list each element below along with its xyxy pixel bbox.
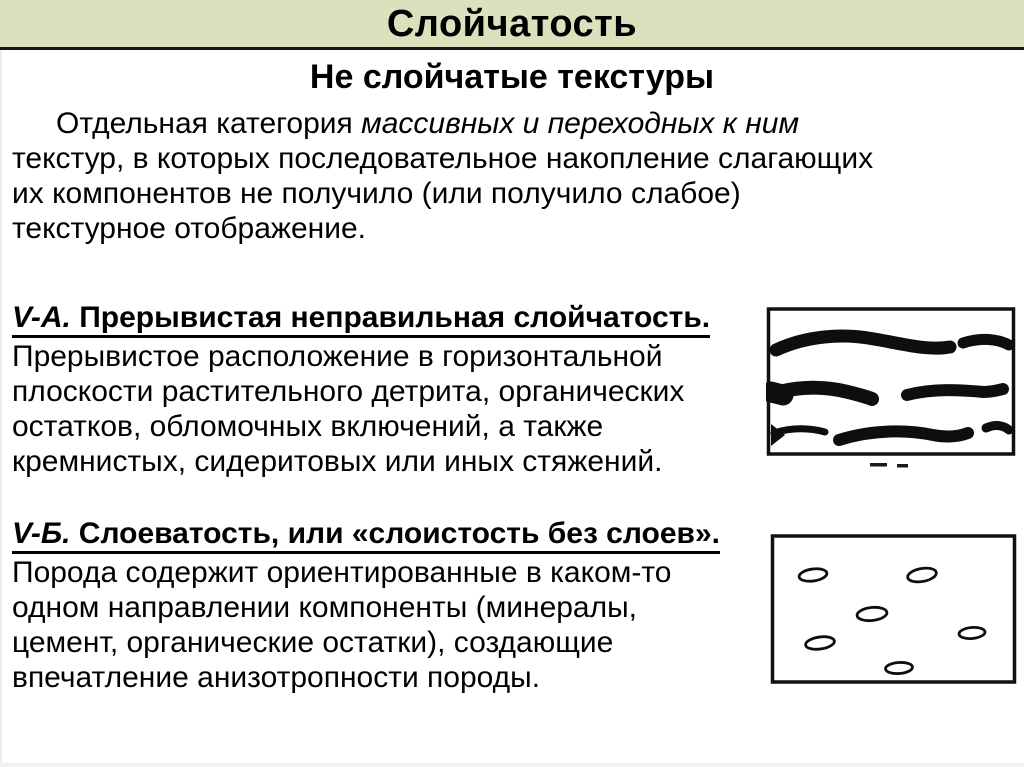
slide-left-edge — [0, 50, 2, 767]
section-v-a — [12, 299, 752, 479]
slide-header — [0, 0, 1024, 50]
section-v-b — [12, 515, 752, 695]
section-v-b-title: Слоеватость, или «слоистость без слоев». — [78, 517, 721, 550]
intro-paragraph — [12, 106, 1016, 246]
section-v-b-body-line-3: цемент, органические остатки), создающие — [12, 626, 614, 659]
section-v-a-body-line-4: кремнистых, сидеритовых или иных стяжений. — [12, 445, 663, 478]
section-v-b-body-line-2: одном направлении компоненты (минералы, — [12, 591, 638, 624]
slide-subtitle: Не слойчатые текстуры — [309, 58, 715, 96]
figure-discontinuous-layering-sketch — [766, 306, 1017, 472]
section-v-b-body-line-1: Порода содержит ориентированные в каком-то — [12, 556, 672, 589]
section-v-a-title: Прерывистая неправильная слойчатость. — [79, 301, 711, 334]
figure-2-frame — [773, 536, 1015, 682]
section-v-a-body-line-3: остатков, обломочных включений, а также — [12, 410, 604, 443]
intro-emphasis: массивных и переходных к ним — [361, 107, 800, 140]
section-v-a-label: V-А. — [12, 301, 80, 334]
oriented-components-drawing — [770, 533, 1017, 685]
section-v-a-body-line-2: плоскости растительного детрита, органических — [12, 375, 685, 408]
section-v-a-underline — [12, 301, 710, 338]
section-v-a-heading — [12, 299, 752, 337]
section-v-a-body-line-1: Прерывистое расположение в горизонтальной — [12, 340, 663, 373]
section-v-b-heading — [12, 515, 752, 553]
figure-1-caption-marks — [870, 463, 908, 468]
section-v-a-body — [12, 339, 752, 479]
intro-line-3: их компонентов не получило (или получило слабое) — [12, 177, 741, 210]
section-v-b-label: V-Б. — [12, 517, 79, 550]
intro-lead: Отдельная категория — [56, 107, 362, 140]
figure-oriented-components-sketch — [770, 533, 1017, 685]
discontinuous-layering-drawing — [766, 306, 1017, 472]
section-v-b-body — [12, 555, 752, 695]
intro-line-2: текстур, в которых последовательное накопление слагающих — [12, 142, 874, 175]
slide-title: Слойчатость — [386, 3, 638, 45]
intro-line-1 — [12, 106, 1016, 141]
section-v-b-body-line-4: впечатление анизотропности породы. — [12, 661, 541, 694]
section-v-b-underline — [12, 517, 720, 554]
slide-bottom-edge — [0, 763, 1024, 767]
intro-line-4: текстурное отображение. — [12, 212, 367, 245]
